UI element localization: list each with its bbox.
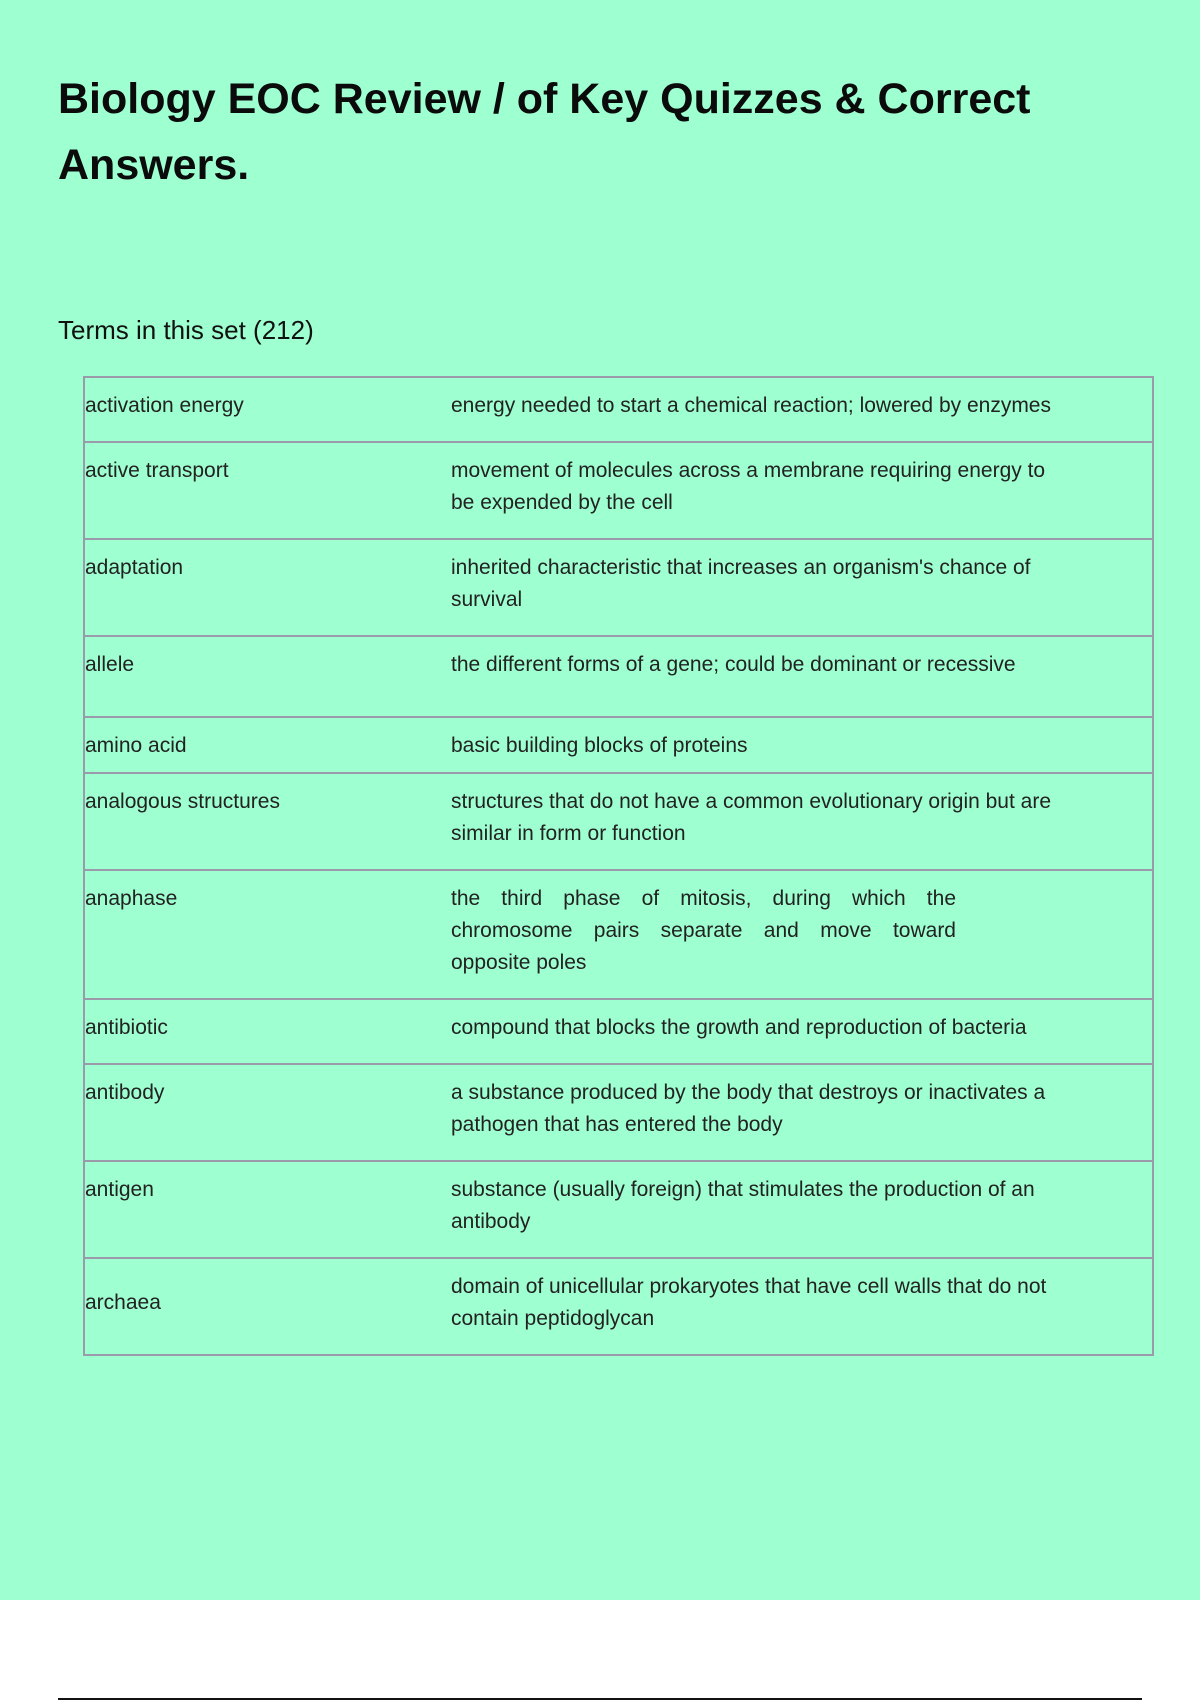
definition-cell: movement of molecules across a membrane requiring energy to be expended by the cell: [451, 442, 1153, 539]
terms-count-heading: Terms in this set (212): [58, 315, 314, 345]
term-cell: amino acid: [84, 717, 451, 773]
table-row: [84, 1258, 1153, 1355]
table-row: [84, 377, 1153, 442]
definition-cell: the third phase of mitosis, during which the chromosome pairs separate and move toward opposite poles: [451, 870, 1153, 999]
table-row: [84, 870, 1153, 999]
terms-table: [83, 376, 1154, 1356]
definition-cell: basic building blocks of proteins: [451, 717, 1153, 773]
definition-cell: structures that do not have a common evolutionary origin but are similar in form or function: [451, 773, 1153, 870]
term-cell: active transport: [84, 442, 451, 539]
table-row: [84, 1161, 1153, 1258]
term-cell: antigen: [84, 1161, 451, 1258]
term-cell: anaphase: [84, 870, 451, 999]
table-row: [84, 999, 1153, 1064]
table-row: [84, 636, 1153, 717]
term-cell: allele: [84, 636, 451, 717]
term-cell: analogous structures: [84, 773, 451, 870]
definition-cell: domain of unicellular prokaryotes that have cell walls that do not contain peptidoglycan: [451, 1258, 1153, 1355]
definition-cell: energy needed to start a chemical reaction; lowered by enzymes: [451, 377, 1153, 442]
table-row: [84, 717, 1153, 773]
definition-cell: the different forms of a gene; could be dominant or recessive: [451, 636, 1153, 717]
definition-cell: a substance produced by the body that destroys or inactivates a pathogen that has entered the body: [451, 1064, 1153, 1161]
definition-cell: inherited characteristic that increases an organism's chance of survival: [451, 539, 1153, 636]
term-cell: adaptation: [84, 539, 451, 636]
table-row: [84, 442, 1153, 539]
term-cell: antibody: [84, 1064, 451, 1161]
page-title: Biology EOC Review / of Key Quizzes & Correct Answers.: [58, 75, 1031, 189]
definition-cell: substance (usually foreign) that stimulates the production of an antibody: [451, 1161, 1153, 1258]
term-cell: activation energy: [84, 377, 451, 442]
table-row: [84, 773, 1153, 870]
table-row: [84, 539, 1153, 636]
term-cell: archaea: [84, 1258, 451, 1355]
definition-cell: compound that blocks the growth and reproduction of bacteria: [451, 999, 1153, 1064]
table-row: [84, 1064, 1153, 1161]
term-cell: antibiotic: [84, 999, 451, 1064]
